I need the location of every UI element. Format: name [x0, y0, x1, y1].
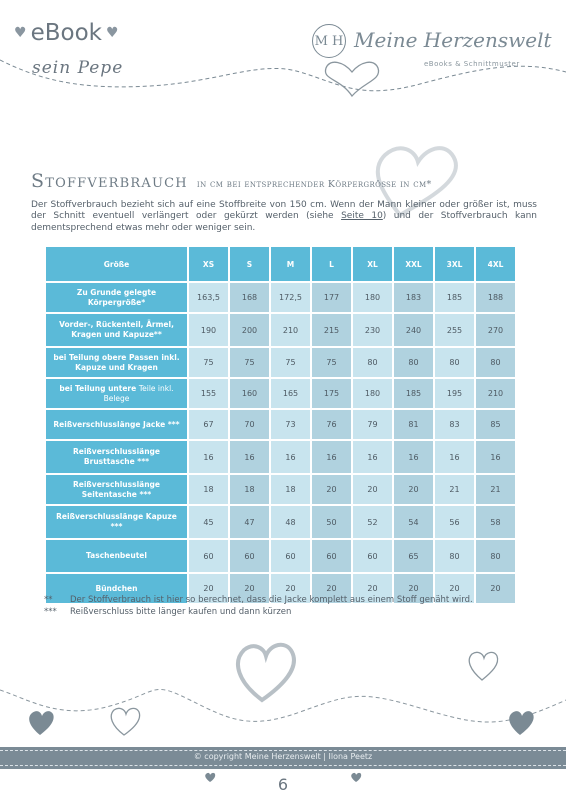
table-row — [46, 283, 515, 312]
footnote-marker: *** — [44, 607, 57, 617]
table-cell: 54 — [394, 506, 433, 538]
footer-stitch — [0, 765, 566, 766]
table-cell: 190 — [189, 314, 228, 346]
fabric-table — [44, 245, 517, 605]
logo-name: Meine Herzenswelt — [354, 28, 552, 52]
footnote — [44, 606, 473, 618]
table-cell: 16 — [353, 441, 392, 473]
table-cell: 20 — [230, 574, 269, 603]
row-label-text: bei Teilung untere — [59, 383, 137, 393]
row-label-text: Vorder-, Rückenteil, Ärmel, Kragen und Kapuze** — [59, 320, 174, 339]
table-cell: 45 — [189, 506, 228, 538]
row-label-text: Zu Grunde gelegte Körpergröße* — [76, 287, 157, 307]
table-cell: 80 — [476, 540, 515, 572]
header-cell-size: XL — [353, 247, 392, 281]
table-cell: 160 — [230, 379, 269, 408]
header-cell-size: XXL — [394, 247, 433, 281]
table-cell: 20 — [394, 475, 433, 504]
page-link[interactable]: Seite 10 — [341, 211, 383, 222]
table-cell: 81 — [394, 410, 433, 439]
header-cell-size: 3XL — [435, 247, 474, 281]
table-cell: 230 — [353, 314, 392, 346]
footnote-text: Reißverschluss bitte länger kaufen und dann kürzen — [70, 607, 292, 617]
footnote-text: Der Stoffverbrauch ist hier so berechnet, dass die Jacke komplett aus einem Stoff genäht wird. — [70, 595, 473, 605]
table-cell: 20 — [353, 475, 392, 504]
row-label — [46, 540, 187, 572]
table-cell: 185 — [394, 379, 433, 408]
table-cell: 20 — [189, 574, 228, 603]
pattern-name: sein Pepe — [32, 58, 124, 78]
header-cell-size: L — [312, 247, 351, 281]
table-cell: 172,5 — [271, 283, 310, 312]
table-cell: 20 — [476, 574, 515, 603]
intro-text: Der Stoffverbrauch bezieht sich auf eine Stoffbreite von 150 cm. Wenn der Mann kleiner oder größer ist, muss der Schnitt eventuell verlängert oder gekürzt werden (siehe — [31, 200, 537, 222]
table-cell: 215 — [312, 314, 351, 346]
table-cell: 60 — [312, 540, 351, 572]
table-cell: 200 — [230, 314, 269, 346]
table-cell: 177 — [312, 283, 351, 312]
table-cell: 75 — [271, 348, 310, 377]
row-label — [46, 441, 187, 473]
row-label — [46, 410, 187, 439]
footer-stitch — [0, 750, 566, 751]
table-cell: 20 — [271, 574, 310, 603]
table-cell: 21 — [435, 475, 474, 504]
table-cell: 16 — [271, 441, 310, 473]
table-cell: 75 — [230, 348, 269, 377]
table-cell: 80 — [435, 540, 474, 572]
table-cell: 65 — [394, 540, 433, 572]
table-cell: 163,5 — [189, 283, 228, 312]
table-cell: 165 — [271, 379, 310, 408]
table-cell: 79 — [353, 410, 392, 439]
table-cell: 52 — [353, 506, 392, 538]
table-cell: 188 — [476, 283, 515, 312]
row-label-text: Reißverschlusslänge Seitentasche *** — [72, 479, 160, 499]
table-cell: 20 — [312, 475, 351, 504]
table-cell: 80 — [353, 348, 392, 377]
footnote-marker: ** — [44, 595, 53, 605]
table-cell: 18 — [271, 475, 310, 504]
table-cell: 60 — [189, 540, 228, 572]
table-row — [46, 379, 515, 408]
page-number: 6 — [277, 775, 289, 794]
table-cell: 20 — [394, 574, 433, 603]
bottom-stitch-line — [0, 689, 566, 722]
table-cell: 185 — [435, 283, 474, 312]
heart-icon: ♥ — [14, 25, 27, 41]
row-label — [46, 314, 187, 346]
table-cell: 60 — [230, 540, 269, 572]
header-cell-size: XS — [189, 247, 228, 281]
table-cell: 85 — [476, 410, 515, 439]
bottom-heart-right — [509, 711, 533, 735]
table-cell: 195 — [435, 379, 474, 408]
table-cell: 80 — [394, 348, 433, 377]
table-cell: 168 — [230, 283, 269, 312]
table-cell: 175 — [312, 379, 351, 408]
table-cell: 58 — [476, 506, 515, 538]
table-cell: 80 — [435, 348, 474, 377]
table-cell: 20 — [312, 574, 351, 603]
table-cell: 16 — [476, 441, 515, 473]
row-label — [46, 506, 187, 538]
bottom-heart-outline-left — [111, 708, 139, 735]
table-cell: 80 — [476, 348, 515, 377]
table-cell: 75 — [312, 348, 351, 377]
table-cell: 48 — [271, 506, 310, 538]
table-row — [46, 441, 515, 473]
table-cell: 70 — [230, 410, 269, 439]
table-cell: 16 — [435, 441, 474, 473]
intro-paragraph — [31, 200, 537, 234]
row-label-text: Bündchen — [95, 583, 138, 593]
logo-tagline: eBooks & Schnittmuster — [424, 60, 520, 68]
header-cell-size: 4XL — [476, 247, 515, 281]
table-cell: 83 — [435, 410, 474, 439]
table-cell: 183 — [394, 283, 433, 312]
heading-sub: in cm bei entsprechender Körpergröße in cm* — [196, 179, 432, 190]
table-row — [46, 314, 515, 346]
table-row — [46, 410, 515, 439]
bottom-heart-left — [29, 711, 53, 735]
row-label-text: bei Teilung obere Passen inkl. Kapuze und Kragen — [53, 352, 180, 372]
heading-main: Stoffverbrauch — [31, 170, 188, 192]
brand-logo — [312, 22, 552, 82]
header-cell-size: S — [230, 247, 269, 281]
bottom-heart-large — [238, 645, 294, 700]
table-cell: 240 — [394, 314, 433, 346]
table-cell: 16 — [189, 441, 228, 473]
table-cell: 60 — [353, 540, 392, 572]
table-cell: 210 — [271, 314, 310, 346]
footnote — [44, 594, 473, 606]
copyright-text: © copyright Meine Herzenswelt | Ilona Peetz — [193, 752, 373, 761]
table-header-row — [46, 247, 515, 281]
table-cell: 155 — [189, 379, 228, 408]
table-row — [46, 540, 515, 572]
table-cell: 75 — [189, 348, 228, 377]
table-cell: 255 — [435, 314, 474, 346]
section-heading — [31, 170, 432, 192]
table-cell: 67 — [189, 410, 228, 439]
table-cell: 21 — [476, 475, 515, 504]
table-cell: 20 — [353, 574, 392, 603]
table-cell: 20 — [435, 574, 474, 603]
table-cell: 180 — [353, 283, 392, 312]
table-row — [46, 348, 515, 377]
table-row — [46, 475, 515, 504]
row-label — [46, 283, 187, 312]
table-cell: 18 — [230, 475, 269, 504]
table-cell: 50 — [312, 506, 351, 538]
table-cell: 270 — [476, 314, 515, 346]
row-label-text: Reißverschlusslänge Jacke *** — [53, 419, 180, 429]
header-cell-size: M — [271, 247, 310, 281]
bottom-heart-outline-right — [469, 652, 497, 680]
row-label-text: Taschenbeutel — [86, 551, 147, 560]
row-label-light: Teile inkl. Belege — [103, 383, 174, 403]
ebook-label — [14, 20, 164, 46]
row-label-text: Reißverschlusslänge Brusttasche *** — [72, 447, 160, 466]
table-cell: 47 — [230, 506, 269, 538]
table-cell: 210 — [476, 379, 515, 408]
row-label — [46, 348, 187, 377]
intro-text-end: ) und der Stoffverbrauch kann dementsprechend etwas mehr oder weniger sein. — [31, 211, 537, 233]
table-cell: 16 — [312, 441, 351, 473]
row-label — [46, 379, 187, 408]
table-cell: 16 — [394, 441, 433, 473]
row-label-text: Reißverschlusslänge Kapuze *** — [56, 512, 177, 531]
table-cell: 16 — [230, 441, 269, 473]
row-label — [46, 475, 187, 504]
table-row — [46, 506, 515, 538]
table-cell: 73 — [271, 410, 310, 439]
ebook-text: eBook — [30, 20, 102, 46]
logo-monogram: M H — [312, 24, 346, 58]
table-cell: 60 — [271, 540, 310, 572]
header-cell-size-label: Größe — [46, 247, 187, 281]
table-cell: 18 — [189, 475, 228, 504]
heart-icon: ♥ — [105, 25, 119, 41]
table-cell: 76 — [312, 410, 351, 439]
footnotes — [44, 594, 473, 618]
table-cell: 56 — [435, 506, 474, 538]
table-cell: 180 — [353, 379, 392, 408]
